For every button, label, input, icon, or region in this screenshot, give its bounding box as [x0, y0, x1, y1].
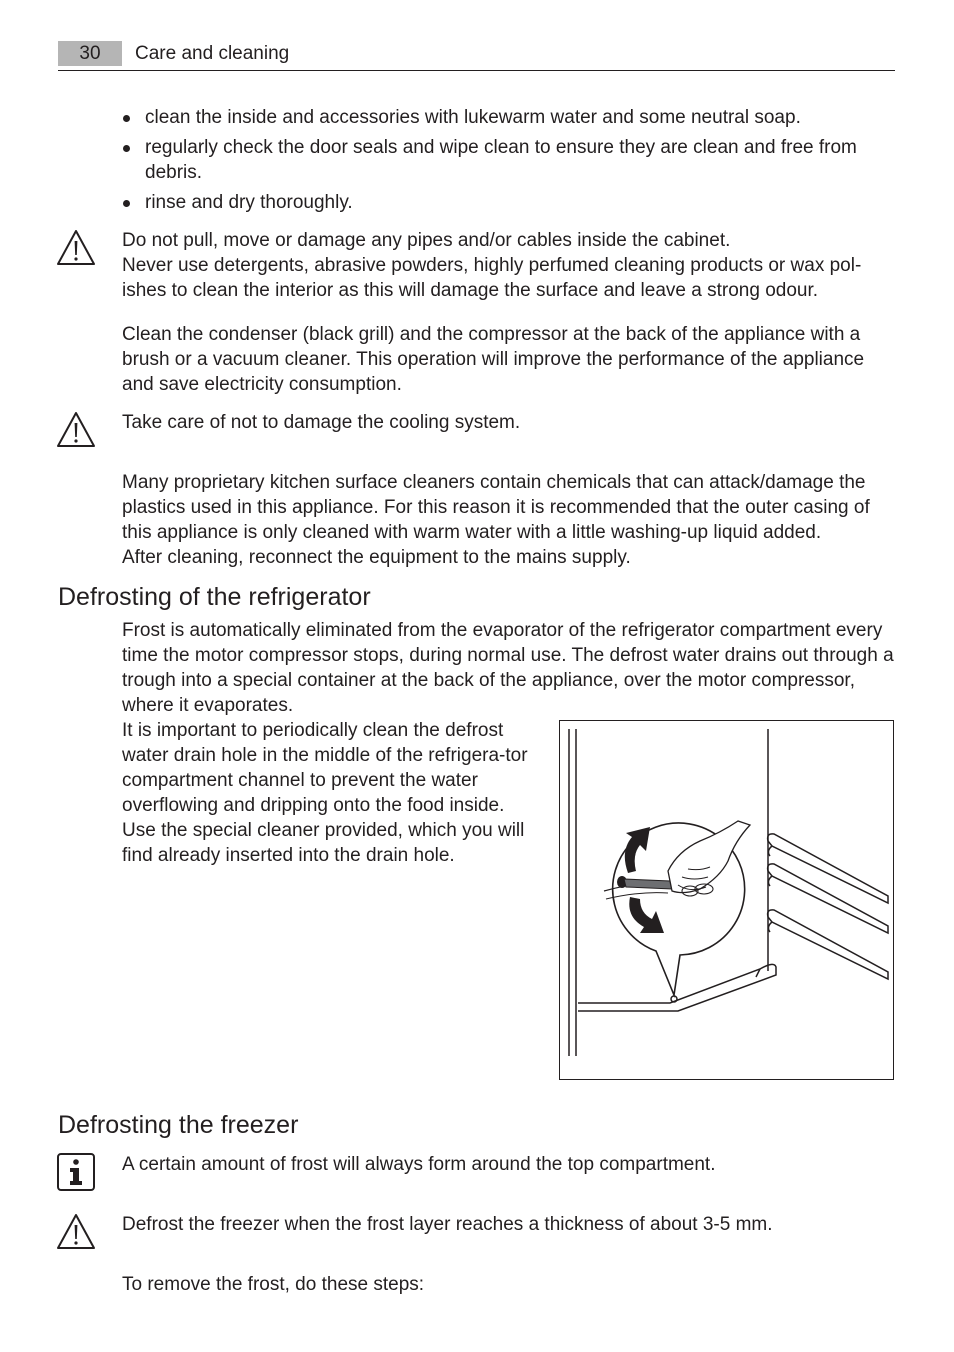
cleaners-paragraph: Many proprietary kitchen surface cleaners contain chemicals that can attack/damage the plastics used in this appliance. For this reason it is recommended that the outer casing of this appliance is only cleaned with warm water with a little washing-up liquid added. [122, 472, 870, 543]
list-item [122, 105, 892, 130]
list-item [122, 135, 892, 185]
bullet-icon [123, 200, 130, 207]
drain-hole-cleaning-illustration [559, 720, 894, 1080]
list-item [122, 190, 892, 215]
refrigerator-defrost-heading: Defrosting of the refrigerator [58, 583, 371, 611]
list-item-text: rinse and dry thoroughly. [145, 192, 353, 213]
cooling-system-warning-text: Take care of not to damage the cooling system. [122, 412, 521, 433]
list-item-text: clean the inside and accessories with lukewarm water and some neutral soap. [145, 107, 801, 128]
drain-hole-paragraph: It is important to periodically clean the defrost water drain hole in the middle of the refrigera-tor compartment channel to prevent the water overflowing and dripping onto the food inside. Use the special cleaner provided, which you will find already inserted into the drain hole. [122, 720, 528, 866]
freezer-defrost-heading: Defrosting the freezer [58, 1111, 299, 1139]
warning-triangle-icon [56, 228, 96, 268]
section-title: Care and cleaning [135, 43, 290, 64]
page-number: 30 [58, 41, 122, 66]
list-item-text: regularly check the door seals and wipe clean to ensure they are clean and free from debris. [145, 137, 857, 183]
refrigerator-interior-drawing [560, 721, 893, 1079]
remove-frost-intro: To remove the frost, do these steps: [122, 1274, 425, 1295]
info-icon [56, 1152, 96, 1192]
warning-detergents-text: Never use detergents, abrasive powders, highly perfumed cleaning products or wax pol-ishes to clean the interior as this will damage the surface and leave a strong odour. [122, 255, 862, 301]
reconnect-text: After cleaning, reconnect the equipment to the mains supply. [122, 547, 631, 568]
warning-triangle-icon [56, 1212, 96, 1252]
cleaning-steps-list [122, 105, 892, 220]
condenser-paragraph: Clean the condenser (black grill) and the compressor at the back of the appliance with a brush or a vacuum cleaner. This operation will improve the performance of the appliance and save electricity consumption. [122, 324, 865, 395]
header-divider [58, 70, 895, 71]
freezer-info-text: A certain amount of frost will always form around the top compartment. [122, 1154, 716, 1175]
bullet-icon [123, 145, 130, 152]
warning-pipes-text: Do not pull, move or damage any pipes and/or cables inside the cabinet. [122, 230, 731, 251]
bullet-icon [123, 115, 130, 122]
freezer-warning-text: Defrost the freezer when the frost layer reaches a thickness of about 3-5 mm. [122, 1214, 773, 1235]
warning-triangle-icon [56, 410, 96, 450]
refrigerator-defrost-paragraph: Frost is automatically eliminated from the evaporator of the refrigerator compartment every time the motor compressor stops, during normal use. The defrost water drains out through a trough into a special container at the back of the appliance, over the motor compressor, where it evaporates. [122, 620, 894, 716]
